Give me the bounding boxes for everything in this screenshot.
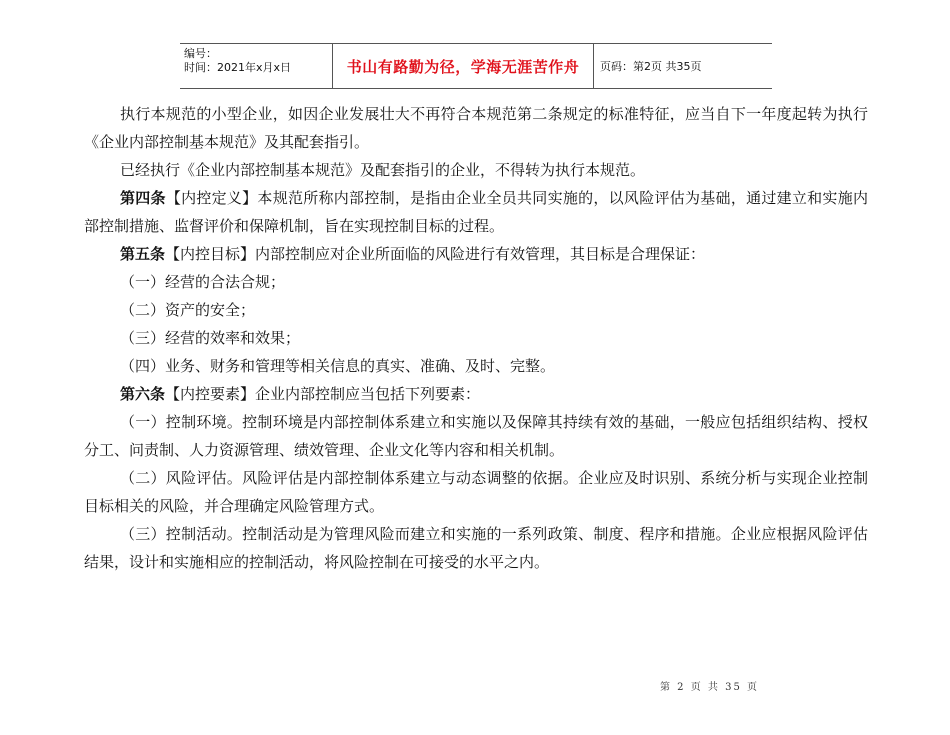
document-body [84,100,868,576]
motto-text: 书山有路勤为径，学海无涯苦作舟 [346,57,580,76]
document-header [180,43,772,89]
paragraph-text: （三）经营的效率和效果； [120,329,301,347]
header-meta-cell [180,44,333,88]
number-label: 编号： [184,47,217,60]
paragraph-text: 执行本规范的小型企业，如因企业发展壮大不再符合本规范第二条规定的标准特征，应当自下一年度起转为执行《企业内部控制基本规范》及其配套指引。 [84,105,868,151]
paragraph-text: （二）资产的安全； [120,301,256,319]
paragraph [84,408,868,464]
header-page-cell [594,44,772,88]
page-footer: 第 2 页 共 35 页 [660,682,759,693]
paragraph [84,268,868,296]
time-label: 时间：2021年x月x日 [184,61,292,74]
paragraph-text: （二）风险评估。风险评估是内部控制体系建立与动态调整的依据。企业应及时识别、系统分析与实现企业控制目标相关的风险，并合理确定风险管理方式。 [84,469,868,515]
paragraph [84,156,868,184]
paragraph-text: （一）控制环境。控制环境是内部控制体系建立和实施以及保障其持续有效的基础，一般应包括组织结构、授权分工、问责制、人力资源管理、绩效管理、企业文化等内容和相关机制。 [84,413,868,459]
paragraph [84,240,868,268]
page-info: 页码：第2页 共35页 [600,60,702,73]
paragraph [84,520,868,576]
paragraph-text: 【内控要素】企业内部控制应当包括下列要素： [165,385,481,403]
paragraph-text: （四）业务、财务和管理等相关信息的真实、准确、及时、完整。 [120,357,556,375]
article-number: 第六条 [120,385,166,403]
paragraph-text: （三）控制活动。控制活动是为管理风险而建立和实施的一系列政策、制度、程序和措施。企业应根据风险评估结果，设计和实施相应的控制活动，将风险控制在可接受的水平之内。 [84,525,868,571]
paragraph-text: 【内控定义】本规范所称内部控制，是指由企业全员共同实施的，以风险评估为基础，通过建立和实施内部控制措施、监督评价和保障机制，旨在实现控制目标的过程。 [84,189,868,235]
article-number: 第五条 [120,245,166,263]
paragraph [84,464,868,520]
paragraph [84,352,868,380]
paragraph [84,184,868,240]
paragraph-text: 【内控目标】内部控制应对企业所面临的风险进行有效管理，其目标是合理保证： [165,245,706,263]
article-number: 第四条 [120,189,166,207]
paragraph-text: 已经执行《企业内部控制基本规范》及配套指引的企业，不得转为执行本规范。 [120,161,646,179]
paragraph [84,380,868,408]
paragraph [84,100,868,156]
paragraph-text: （一）经营的合法合规； [120,273,286,291]
paragraph [84,324,868,352]
header-motto-cell [333,44,594,88]
paragraph [84,296,868,324]
